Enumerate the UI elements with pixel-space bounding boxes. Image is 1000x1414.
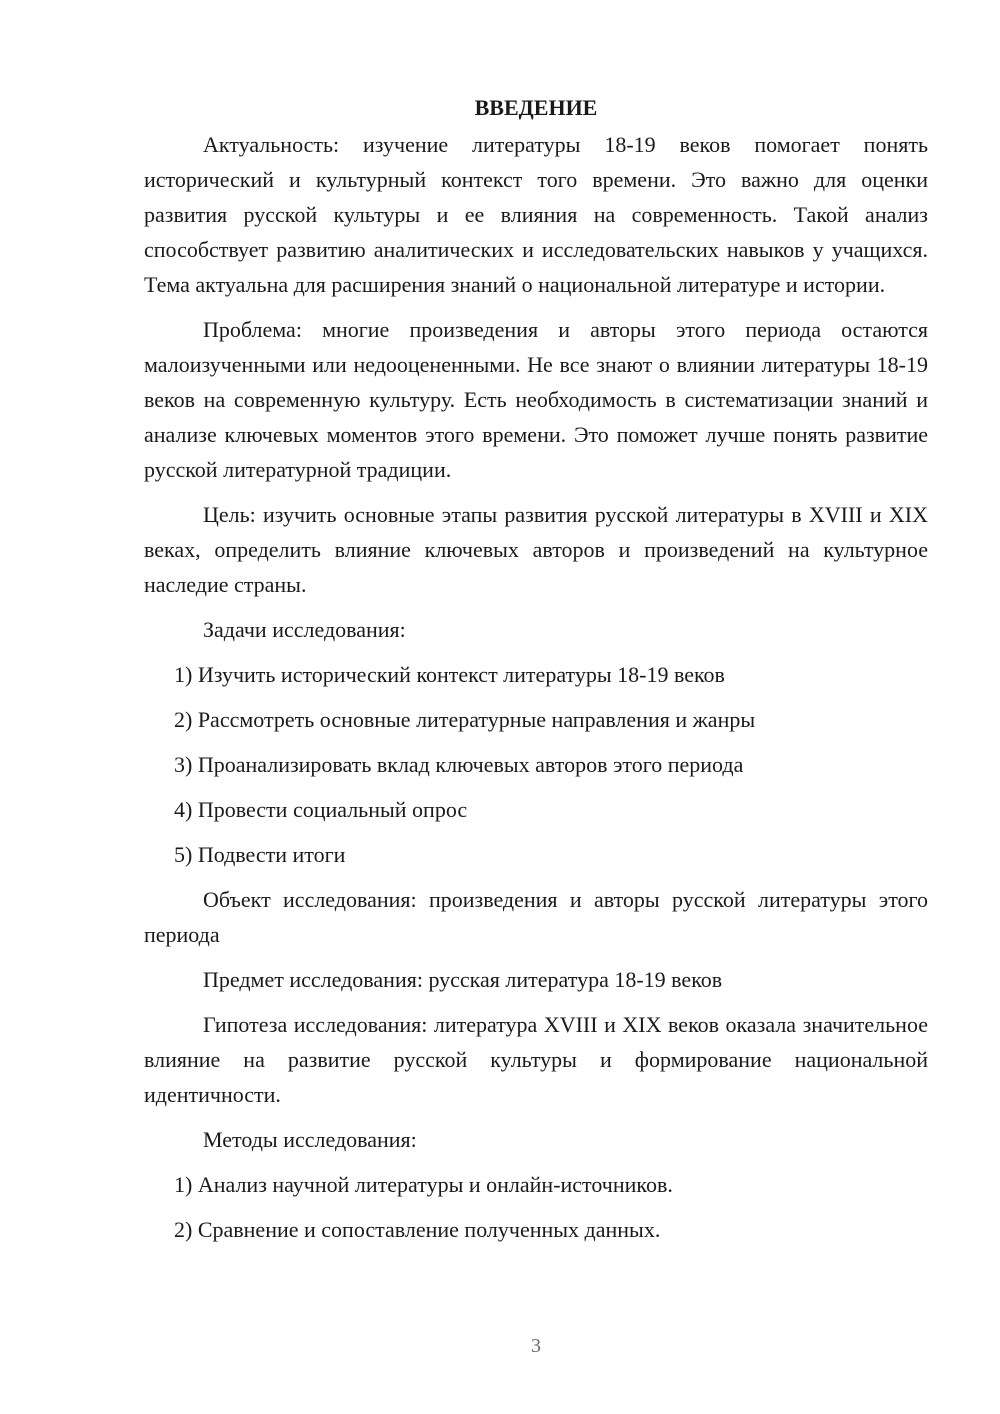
methods-heading: Методы исследования: — [203, 1127, 417, 1152]
methods-list — [144, 1167, 928, 1247]
list-item: 2) Сравнение и сопоставление полученных данных. — [174, 1217, 661, 1242]
document-page — [144, 90, 928, 1257]
list-item: 1) Изучить исторический контекст литературы 18-19 веков — [174, 662, 725, 687]
tasks-list — [144, 657, 928, 872]
problem-paragraph: Проблема: многие произведения и авторы этого периода остаются малоизученными или недооцененными. Не все знают о влиянии литературы 18-19 веков на современную культуру. Есть необходимость в систематизации знаний и анализе ключевых моментов этого времени. Это поможет лучше понять развитие русской литературной традиции. — [144, 317, 928, 482]
subject-paragraph: Предмет исследования: русская литература 18-19 веков — [203, 967, 723, 992]
list-item: 3) Проанализировать вклад ключевых авторов этого периода — [174, 752, 744, 777]
section-title: ВВЕДЕНИЕ — [474, 95, 598, 120]
goal-paragraph: Цель: изучить основные этапы развития русской литературы в XVIII и XIX веках, определить влияние ключевых авторов и произведений на культурное наследие страны. — [144, 502, 928, 597]
tasks-heading: Задачи исследования: — [203, 617, 406, 642]
list-item: 4) Провести социальный опрос — [174, 797, 468, 822]
list-item: 1) Анализ научной литературы и онлайн-источников. — [174, 1172, 673, 1197]
relevance-paragraph: Актуальность: изучение литературы 18-19 веков помогает понять исторический и культурный контекст того времени. Это важно для оценки развития русской культуры и ее влияния на современность. Такой анализ способствует развитию аналитических и исследовательских навыков у учащихся. Тема актуальна для расширения знаний о национальной литературе и истории. — [144, 132, 928, 297]
object-paragraph: Объект исследования: произведения и авторы русской литературы этого периода — [144, 887, 928, 947]
list-item: 2) Рассмотреть основные литературные направления и жанры — [174, 707, 756, 732]
page-number: 3 — [531, 1335, 541, 1357]
hypothesis-paragraph: Гипотеза исследования: литература XVIII и XIX веков оказала значительное влияние на развитие русской культуры и формирование национальной идентичности. — [144, 1012, 928, 1107]
list-item: 5) Подвести итоги — [174, 842, 346, 867]
